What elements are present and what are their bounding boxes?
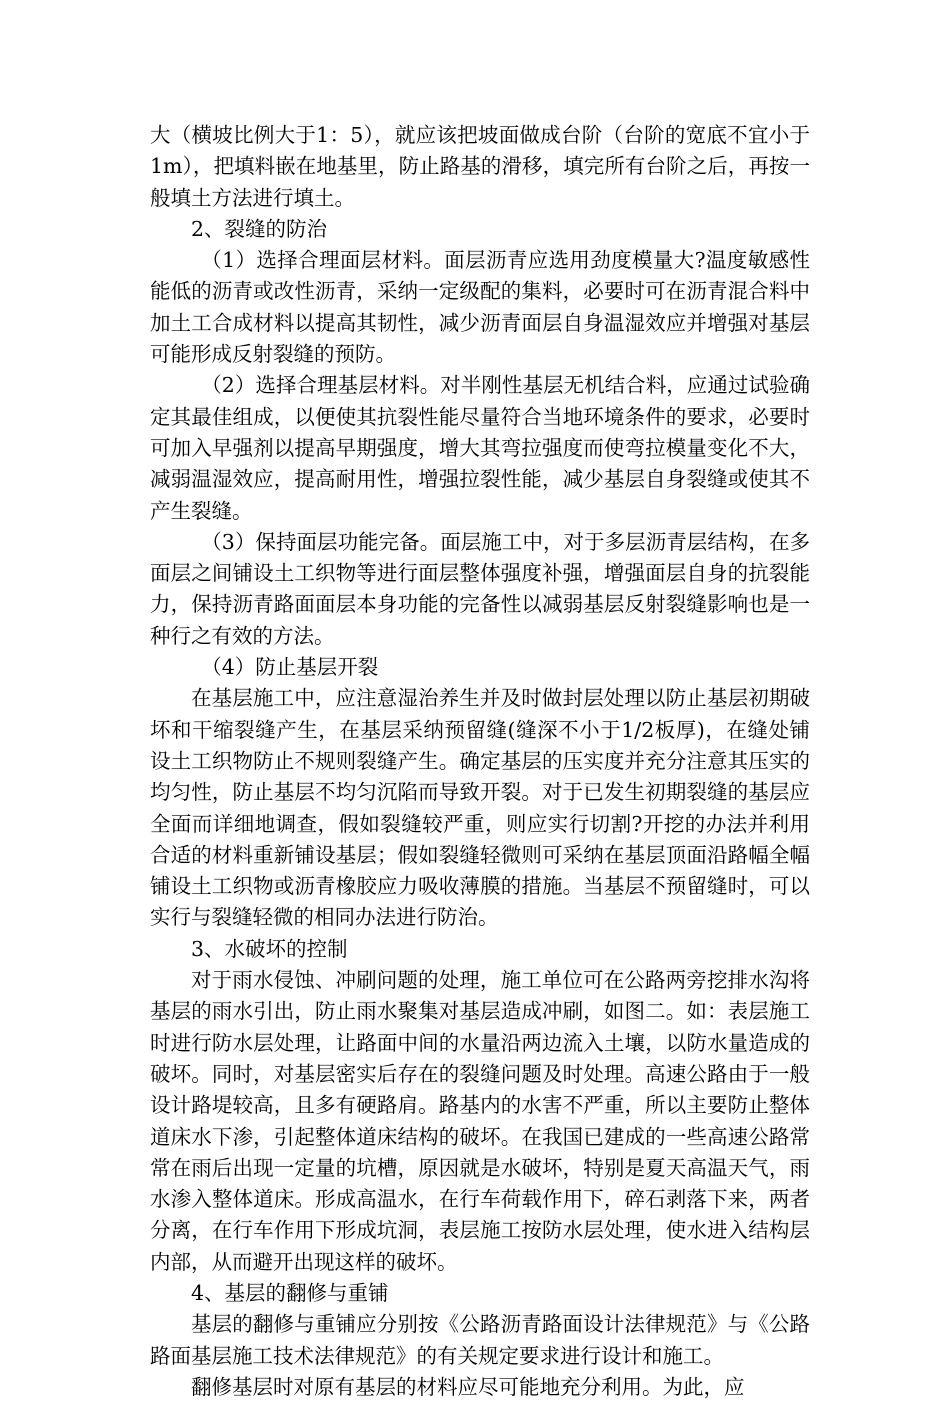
paragraph-water-control: 对于雨水侵蚀、冲刷问题的处理，施工单位可在公路两旁挖排水沟将基层的雨水引出，防止雨水聚集对基层造成冲刷，如图二。如：表层施工时进行防水层处理，让路面中间的水量沿两边流入土壤，以防水量造成的破坏。同时，对基层密实后存在的裂缝问题及时处理。高速公路由于一般设计路堤较高，且多有硬路肩。路基内的水害不严重，所以主要防止整体道床水下渗，引起整体道床结构的破坏。在我国已建成的一些高速公路常常在雨后出现一定量的坑槽，原因就是水破坏，特别是夏天高温天气，雨水渗入整体道床。形成高温水，在行车荷载作用下，碎石剥落下来，两者分离，在行车作用下形成坑洞，表层施工按防水层处理，使水进入结构层内部，从而避开出现这样的破坏。 [150, 968, 810, 1274]
section-heading-water-damage: 3、水破坏的控制 [191, 936, 348, 961]
paragraph-base-construction: 在基层施工中，应注意湿治养生并及时做封层处理以防止基层初期破坏和干缩裂缝产生，在基层采纳预留缝(缝深不小于1/2板厚)，在缝处铺设土工织物防止不规则裂缝产生。确定基层的压实度并充分注意其压实的均匀性，防止基层不均匀沉陷而导致开裂。对于已发生初期裂缝的基层应全面而详细地调查，假如裂缝较严重，则应实行切割?开挖的办法并利用合适的材料重新铺设基层；假如裂缝轻微则可采纳在基层顶面沿路幅全幅铺设土工织物或沥青橡胶应力吸收薄膜的措施。当基层不预留缝时，可以实行与裂缝轻微的相同办法进行防治。 [150, 686, 810, 930]
document-page [150, 120, 810, 1403]
paragraph-base-material: （2）选择合理基层材料。对半刚性基层无机结合料，应通过试验确定其最佳组成，以便使其抗裂性能尽量符合当地环境条件的要求，必要时可加入早强剂以提高早期强度，增大其弯拉强度而使弯拉模量变化不大，减弱温湿效应，提高耐用性，增强拉裂性能，减少基层自身裂缝或使其不产生裂缝。 [150, 373, 810, 523]
section-heading-crack-prevention: 2、裂缝的防治 [191, 216, 328, 241]
subheading-prevent-base-cracking: （4）防止基层开裂 [201, 655, 379, 680]
paragraph-repair-standards: 基层的翻修与重铺应分别按《公路沥青路面设计法律规范》与《公路路面基层施工技术法律规范》的有关规定要求进行设计和施工。 [150, 1312, 810, 1368]
paragraph-surface-material: （1）选择合理面层材料。面层沥青应选用劲度模量大?温度敏感性能低的沥青或改性沥青，采纳一定级配的集料，必要时可在沥青混合料中加土工合成材料以提高其韧性，减少沥青面层自身温湿效应并增强对基层可能形成反射裂缝的预防。 [150, 248, 810, 367]
paragraph-repair-materials: 翻修基层时对原有基层的材料应尽可能地充分利用。为此，应 [191, 1374, 745, 1399]
paragraph-slope-steps: 大（横坡比例大于1：5），就应该把坡面做成台阶（台阶的宽底不宜小于1m），把填料嵌在地基里，防止路基的滑移，填完所有台阶之后，再按一般填土方法进行填土。 [150, 123, 810, 210]
paragraph-surface-function: （3）保持面层功能完备。面层施工中，对于多层沥青层结构，在多面层之间铺设土工织物等进行面层整体强度补强，增强面层自身的抗裂能力，保持沥青路面面层本身功能的完备性以减弱基层反射裂缝影响也是一种行之有效的方法。 [150, 529, 810, 648]
section-heading-base-repair: 4、基层的翻修与重铺 [191, 1280, 389, 1305]
